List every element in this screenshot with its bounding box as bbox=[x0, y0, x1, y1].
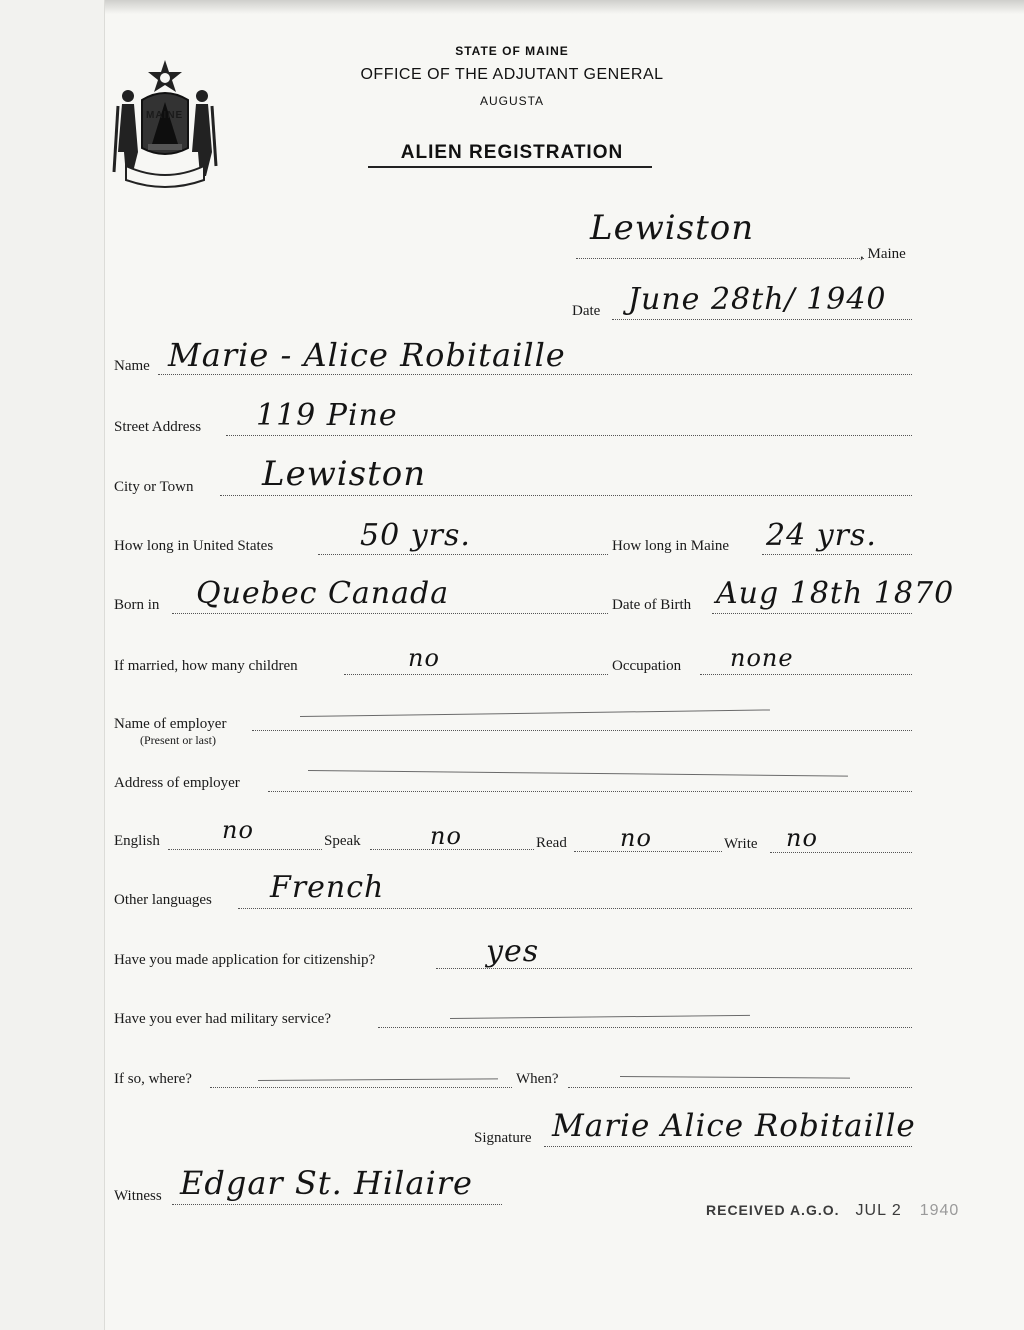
born-in-value: Quebec Canada bbox=[196, 576, 450, 611]
how-long-us-value: 50 yrs. bbox=[360, 518, 471, 553]
name-line bbox=[158, 374, 912, 375]
write-value: no bbox=[786, 824, 818, 852]
city-heading: AUGUSTA bbox=[479, 94, 545, 108]
city-value: Lewiston bbox=[262, 454, 427, 494]
children-label: If married, how many children bbox=[114, 658, 298, 674]
date-of-birth-line bbox=[712, 613, 912, 614]
date-of-birth-label: Date of Birth bbox=[612, 597, 692, 613]
date-label: Date bbox=[572, 303, 601, 319]
street-value: 119 Pine bbox=[256, 398, 398, 433]
city-line bbox=[220, 495, 912, 496]
date-line bbox=[612, 319, 912, 320]
seal-motto: MAINE bbox=[146, 110, 184, 121]
place-line bbox=[576, 258, 864, 259]
occupation-value: none bbox=[730, 644, 794, 672]
other-languages-line bbox=[238, 908, 912, 909]
speak-label: Speak bbox=[324, 833, 361, 849]
signature-label: Signature bbox=[474, 1130, 532, 1146]
employer-address-line bbox=[268, 791, 912, 792]
employer-address-dash bbox=[308, 770, 848, 777]
english-label: English bbox=[114, 833, 160, 849]
stamp-date: JUL 2 bbox=[855, 1202, 902, 1219]
read-label: Read bbox=[536, 835, 567, 851]
employer-name-dash bbox=[300, 709, 770, 717]
born-in-label: Born in bbox=[114, 597, 160, 613]
employer-name-label: Name of employer bbox=[114, 716, 227, 732]
office-heading: OFFICE OF THE ADJUTANT GENERAL bbox=[360, 66, 664, 83]
citizenship-label: Have you made application for citizenship? bbox=[114, 952, 376, 968]
military-dash bbox=[450, 1015, 750, 1019]
name-value: Marie - Alice Robitaille bbox=[168, 336, 566, 374]
paper-margin bbox=[0, 0, 105, 1330]
occupation-line bbox=[700, 674, 912, 675]
employer-name-line bbox=[252, 730, 912, 731]
name-label: Name bbox=[114, 358, 150, 374]
employer-name-sublabel: (Present or last) bbox=[140, 733, 216, 747]
state-heading: STATE OF MAINE bbox=[455, 44, 569, 58]
date-value: June 28th/ 1940 bbox=[628, 282, 887, 317]
signature-line bbox=[544, 1146, 912, 1147]
write-label: Write bbox=[724, 836, 758, 852]
witness-label: Witness bbox=[114, 1188, 162, 1204]
other-languages-label: Other languages bbox=[114, 892, 212, 908]
military-label: Have you ever had military service? bbox=[114, 1011, 331, 1027]
witness-value: Edgar St. Hilaire bbox=[180, 1164, 473, 1202]
how-long-maine-line bbox=[762, 554, 912, 555]
city-label: City or Town bbox=[114, 479, 194, 495]
date-of-birth-value: Aug 18th 1870 bbox=[716, 576, 955, 611]
read-value: no bbox=[620, 824, 652, 852]
witness-line bbox=[172, 1204, 502, 1205]
when-dash bbox=[620, 1076, 850, 1079]
how-long-us-label: How long in United States bbox=[114, 538, 274, 554]
citizenship-value: yes bbox=[486, 934, 540, 969]
children-line bbox=[344, 674, 608, 675]
born-in-line bbox=[172, 613, 608, 614]
received-stamp bbox=[706, 1202, 959, 1220]
title-underline bbox=[368, 166, 652, 168]
when-line bbox=[568, 1087, 912, 1088]
where-label: If so, where? bbox=[114, 1071, 192, 1087]
form-title: ALIEN REGISTRATION bbox=[400, 142, 624, 163]
maine-label: , Maine bbox=[860, 246, 906, 262]
children-value: no bbox=[408, 644, 440, 672]
scan-edge bbox=[0, 0, 1024, 14]
employer-address-label: Address of employer bbox=[114, 775, 240, 791]
signature-value: Marie Alice Robitaille bbox=[552, 1108, 916, 1144]
where-line bbox=[210, 1087, 512, 1088]
street-line bbox=[226, 435, 912, 436]
place-value: Lewiston bbox=[590, 208, 755, 248]
how-long-maine-label: How long in Maine bbox=[612, 538, 730, 554]
write-line bbox=[770, 852, 912, 853]
how-long-maine-value: 24 yrs. bbox=[766, 518, 877, 553]
speak-value: no bbox=[430, 822, 462, 850]
stamp-year: 1940 bbox=[919, 1202, 960, 1219]
stamp-received: RECEIVED A.G.O. bbox=[706, 1202, 840, 1218]
english-line bbox=[168, 849, 322, 850]
english-value: no bbox=[222, 816, 254, 844]
other-languages-value: French bbox=[270, 870, 385, 905]
how-long-us-line bbox=[318, 554, 608, 555]
where-dash bbox=[258, 1078, 498, 1081]
when-label: When? bbox=[516, 1071, 559, 1087]
maine-state-seal-icon bbox=[112, 56, 218, 190]
military-line bbox=[378, 1027, 912, 1028]
occupation-label: Occupation bbox=[612, 658, 682, 674]
street-label: Street Address bbox=[114, 419, 202, 435]
